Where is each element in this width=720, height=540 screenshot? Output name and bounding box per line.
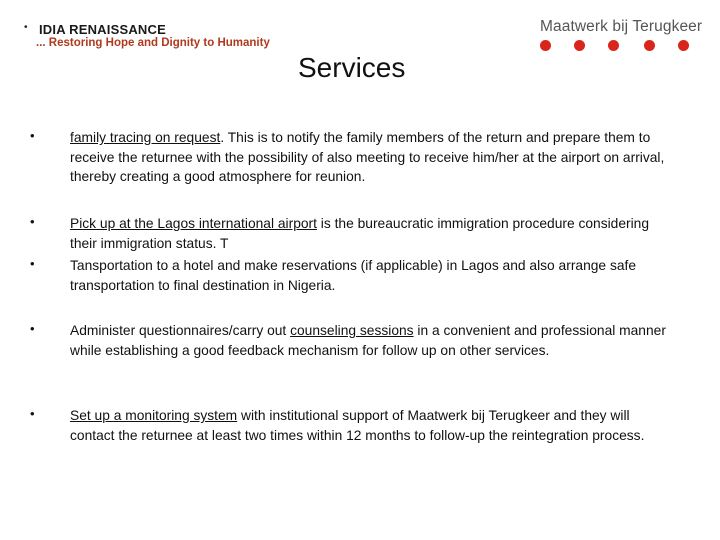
bullet-mark: • <box>30 406 35 421</box>
logo-dot <box>574 40 585 51</box>
brand-name: IDIA RENAISSANCE <box>39 22 166 37</box>
service-description: . This is to notify the family members of the return and prepare them to receive the returnee with the possibility of also meeting to receive him/her at the airport on arrival, thereby creating a good atmosphere for reunion. <box>70 130 665 184</box>
page-title: Services <box>298 52 406 83</box>
service-pre-text: Administer questionnaires/carry out <box>70 323 291 338</box>
partner-logo-text: Maatwerk bij Terugkeer <box>540 18 703 35</box>
bullet-mark: • <box>30 128 35 143</box>
bullet-mark: • <box>30 321 35 336</box>
bullet-mark: • <box>30 214 35 229</box>
logo-dot <box>540 40 551 51</box>
service-description: in a convenient and professional manner while establishing a good feedback mechanism for follow up on other services. <box>70 323 666 358</box>
service-link[interactable]: family tracing on request <box>70 130 221 145</box>
service-description: with institutional support of Maatwerk bij Terugkeer and they will contact the returnee at least two times within 12 months to follow-up the reintegration process. <box>70 408 645 443</box>
service-text <box>70 406 670 445</box>
header-bullet: • <box>24 22 28 33</box>
service-link[interactable]: counseling sessions <box>290 323 414 338</box>
partner-logo <box>538 18 703 58</box>
service-link[interactable]: Pick up at the Lagos international airport <box>70 216 317 231</box>
partner-logo-dots <box>540 40 690 54</box>
service-text <box>70 214 670 253</box>
service-text <box>70 321 670 360</box>
logo-dot <box>678 40 689 51</box>
logo-dot <box>644 40 655 51</box>
logo-dot <box>608 40 619 51</box>
bullet-mark: • <box>30 256 35 271</box>
service-text <box>70 128 670 187</box>
service-description: Tansportation to a hotel and make reservations (if applicable) in Lagos and also arrange safe transportation to final destination in Nigeria. <box>70 258 637 293</box>
service-description: is the bureaucratic immigration procedure considering their immigration status. T <box>70 216 650 251</box>
service-text <box>70 256 670 295</box>
service-link[interactable]: Set up a monitoring system <box>70 408 238 423</box>
brand-tagline: ... Restoring Hope and Dignity to Humanity <box>36 37 270 49</box>
